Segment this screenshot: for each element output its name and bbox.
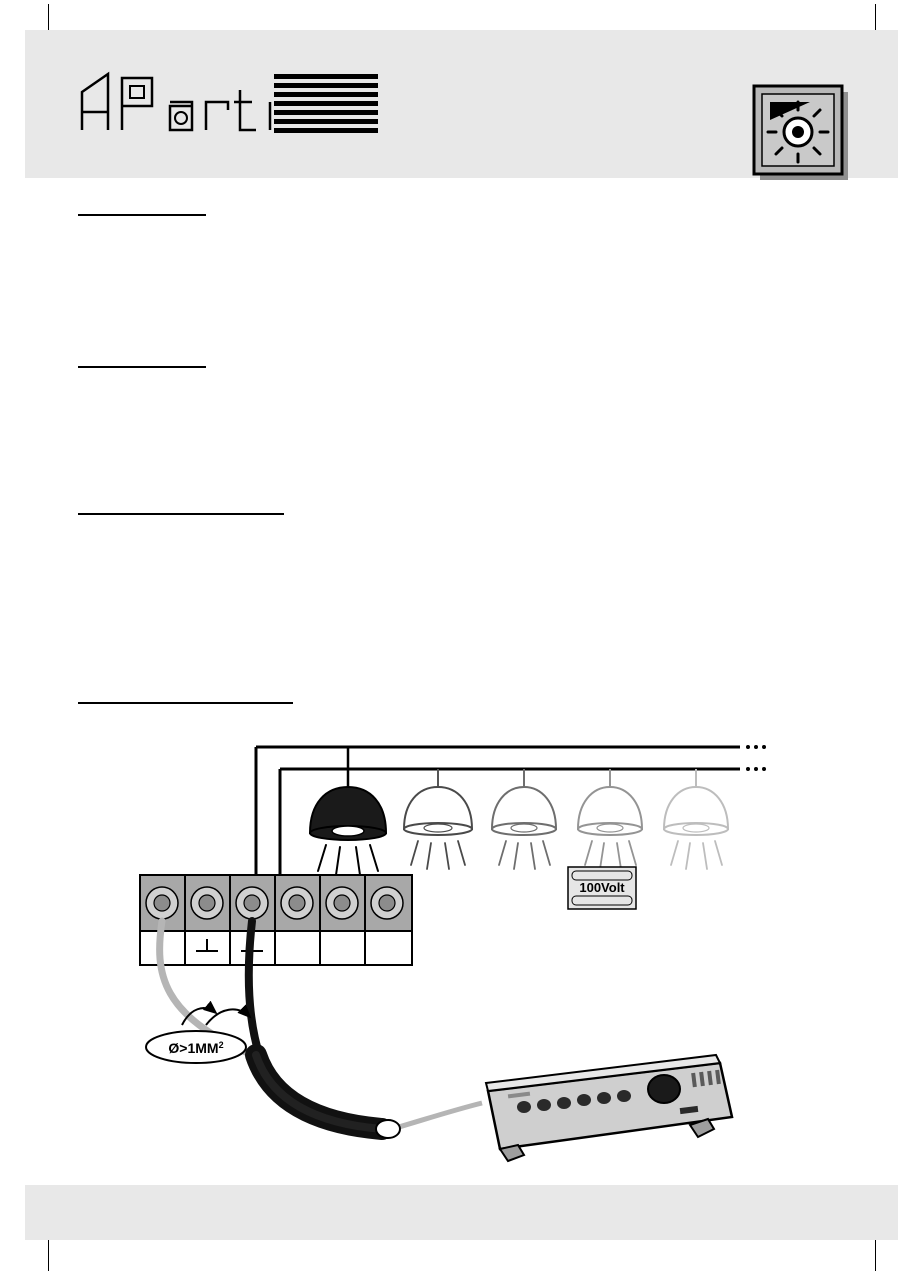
crop-mark-bottom-right-v [875, 1237, 876, 1271]
100v-line-speaker-wiring-diagram [120, 725, 800, 1175]
section-rule-3 [78, 513, 284, 515]
crop-mark-bottom-left-v [48, 1237, 49, 1271]
voltage-badge-label: 100Volt [579, 880, 625, 895]
amplifier [486, 1055, 732, 1161]
speaker-3 [492, 769, 556, 869]
terminal-block [140, 875, 412, 965]
speaker-5 [664, 769, 728, 869]
section-rule-2 [78, 366, 206, 368]
speaker-1 [310, 769, 386, 875]
speaker-2 [404, 769, 472, 869]
sun-lamp-icon [748, 80, 858, 190]
voltage-badge [568, 867, 636, 909]
apart-logo [78, 68, 378, 140]
cable-gauge-label: $Ø>1MM^2$ [168, 1040, 224, 1056]
section-rule-1 [78, 214, 206, 216]
footer-band [25, 1185, 898, 1240]
cable-connector [376, 1120, 400, 1138]
section-rule-4 [78, 702, 293, 704]
logo-text: APart [78, 138, 81, 139]
cable-gauge-callout [146, 1031, 246, 1063]
speaker-4 [578, 769, 642, 869]
